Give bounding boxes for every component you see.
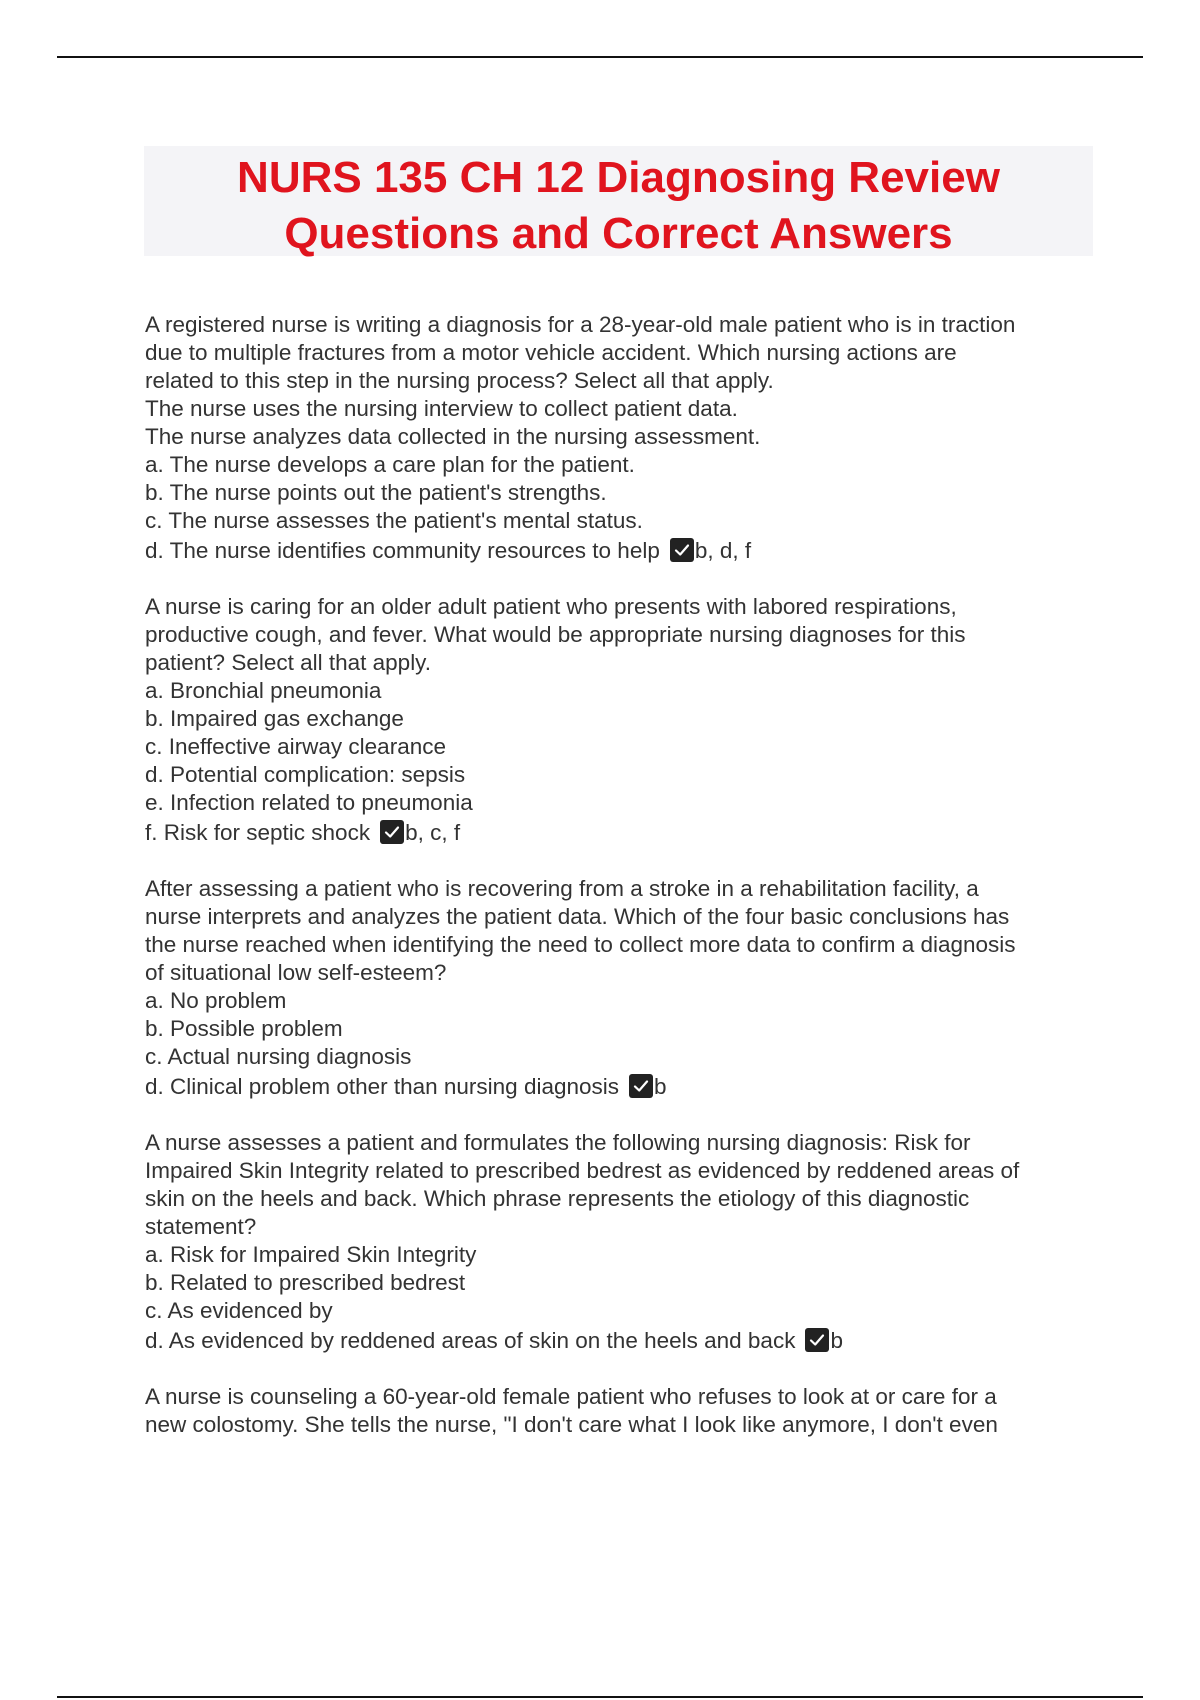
option-f-with-answer [145, 819, 1095, 847]
option-c: c. The nurse assesses the patient's mental status. [145, 508, 643, 533]
title-line-2: Questions and Correct Answers [284, 209, 953, 258]
correct-answer: b, d, f [694, 538, 752, 563]
question-line: A registered nurse is writing a diagnosis for a 28-year-old male patient who is in traction [145, 312, 1016, 337]
statement-line: The nurse analyzes data collected in the nursing assessment. [145, 424, 761, 449]
question-line: patient? Select all that apply. [145, 650, 432, 675]
check-icon [805, 1328, 829, 1352]
question-line: due to multiple fractures from a motor vehicle accident. Which nursing actions are [145, 340, 957, 365]
option-a: a. No problem [145, 988, 287, 1013]
question-line: productive cough, and fever. What would be appropriate nursing diagnoses for this [145, 622, 966, 647]
question-4 [145, 1129, 1095, 1355]
option-d-with-answer [145, 537, 1095, 565]
bottom-rule [57, 1696, 1143, 1698]
option-d-with-answer [145, 1073, 1095, 1101]
option-a: a. The nurse develops a care plan for the patient. [145, 452, 635, 477]
question-line: After assessing a patient who is recovering from a stroke in a rehabilitation facility, a [145, 876, 979, 901]
statement-line: The nurse uses the nursing interview to collect patient data. [145, 396, 738, 421]
option-d: d. The nurse identifies community resources to help [145, 538, 660, 563]
question-2 [145, 593, 1095, 847]
option-c: c. Ineffective airway clearance [145, 734, 446, 759]
option-c: c. Actual nursing diagnosis [145, 1044, 412, 1069]
option-f: f. Risk for septic shock [145, 820, 371, 845]
check-icon [670, 538, 694, 562]
option-d: d. Clinical problem other than nursing diagnosis [145, 1074, 620, 1099]
question-line: statement? [145, 1214, 257, 1239]
option-c: c. As evidenced by [145, 1298, 333, 1323]
question-line: of situational low self-esteem? [145, 960, 447, 985]
title-line-1: NURS 135 CH 12 Diagnosing Review [237, 153, 1000, 202]
check-icon [380, 820, 404, 844]
question-line: A nurse assesses a patient and formulates the following nursing diagnosis: Risk for [145, 1130, 971, 1155]
check-icon [629, 1074, 653, 1098]
option-a: a. Risk for Impaired Skin Integrity [145, 1242, 477, 1267]
questions-list [145, 311, 1095, 1467]
option-b: b. The nurse points out the patient's strengths. [145, 480, 607, 505]
question-line: nurse interprets and analyzes the patient data. Which of the four basic conclusions has [145, 904, 1010, 929]
question-1 [145, 311, 1095, 565]
correct-answer: b [830, 1328, 843, 1353]
option-d: d. Potential complication: sepsis [145, 762, 466, 787]
correct-answer: b, c, f [405, 820, 461, 845]
question-line: the nurse reached when identifying the need to collect more data to confirm a diagnosis [145, 932, 1016, 957]
correct-answer: b [654, 1074, 667, 1099]
title-banner [144, 146, 1093, 256]
question-line: Impaired Skin Integrity related to prescribed bedrest as evidenced by reddened areas of [145, 1158, 1020, 1183]
option-b: b. Related to prescribed bedrest [145, 1270, 466, 1295]
option-d: d. As evidenced by reddened areas of skin on the heels and back [145, 1328, 796, 1353]
question-3 [145, 875, 1095, 1101]
question-line: A nurse is counseling a 60-year-old female patient who refuses to look at or care for a [145, 1384, 997, 1409]
option-a: a. Bronchial pneumonia [145, 678, 382, 703]
top-rule [57, 56, 1143, 58]
option-b: b. Impaired gas exchange [145, 706, 404, 731]
option-b: b. Possible problem [145, 1016, 343, 1041]
question-line: skin on the heels and back. Which phrase represents the etiology of this diagnostic [145, 1186, 970, 1211]
question-5 [145, 1383, 1095, 1439]
question-line: related to this step in the nursing process? Select all that apply. [145, 368, 774, 393]
question-line: A nurse is caring for an older adult patient who presents with labored respirations, [145, 594, 957, 619]
question-line: new colostomy. She tells the nurse, "I don't care what I look like anymore, I don't even [145, 1412, 998, 1437]
option-d-with-answer [145, 1327, 1095, 1355]
option-e: e. Infection related to pneumonia [145, 790, 473, 815]
